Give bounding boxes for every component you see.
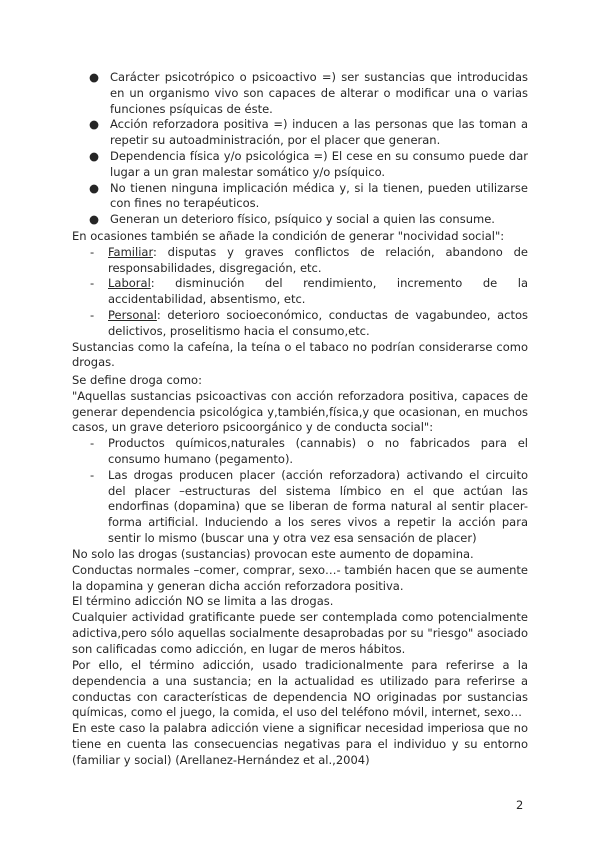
bullet-item: ● Carácter psicotrópico o psicoactivo =) ser sustancias que introducidas en un organismo vivo son capaces de alterar o modificar una o varias funciones psíquicas de éste. xyxy=(88,70,528,116)
bullet-item: ● No tienen ninguna implicación médica y, si la tienen, pueden utilizarse con fines no terapéuticos. xyxy=(88,180,528,211)
dopamina-line: Cualquier actividad gratificante puede ser contemplada como potencialmente adictiva,pero sólo aquellas socialmente desaprobadas por su "riesgo" asociado son calificadas como adicción, en lugar de meros hábitos. xyxy=(72,610,528,656)
definicion-list xyxy=(72,436,528,547)
nocividad-item: - Laboral: disminución del rendimiento, incremento de la accidentabilidad, absentismo, etc. xyxy=(90,276,528,307)
definicion-section xyxy=(72,373,528,547)
bullet-item: ● Acción reforzadora positiva =) inducen a las personas que las toman a repetir su autoadministración, por el placer que generan. xyxy=(88,117,528,148)
term-personal: Personal xyxy=(108,307,157,322)
adiccion-section xyxy=(72,658,528,769)
dash-marker: - xyxy=(90,436,95,451)
bullet-list xyxy=(84,70,528,228)
dopamina-section xyxy=(72,547,528,658)
nocividad-list xyxy=(72,245,528,340)
definicion-intro: Se define droga como: xyxy=(72,373,202,387)
bullet-item: ● Generan un deterioro físico, psíquico y social a quien las consume. xyxy=(88,212,495,227)
term-familiar: Familiar xyxy=(108,244,153,259)
dopamina-line: Conductas normales –comer, comprar, sexo…- también hacen que se aumente la dopamina y generan dicha acción reforzadora positiva. xyxy=(72,562,528,593)
nocividad-closing: Sustancias como la cafeína, la teína o el tabaco no podrían considerarse como drogas. xyxy=(72,339,528,370)
nocividad-item: - Personal: deterioro socioeconómico, conductas de vagabundeo, actos delictivos, proselitismo hacia el consumo,etc. xyxy=(90,307,528,338)
nocividad-item: - Familiar: disputas y graves conflictos de relación, abandono de responsabilidades, disgregación, etc. xyxy=(90,244,528,275)
dash-marker: - xyxy=(90,467,95,482)
definicion-item: - Las drogas producen placer (acción reforzadora) activando el circuito del placer –estructuras del sistema límbico en el que actúan las endorfinas (dopamina) que se liberan de forma natural al sentir placer-forma artificial. Induciendo a los seres vivos a repetir la acción para sentir lo mismo (buscar una y otra vez esa sensación de placer) xyxy=(90,467,528,545)
dopamina-line: El término adicción NO se limita a las drogas. xyxy=(72,594,334,609)
nocividad-intro: En ocasiones también se añade la condición de generar "nocividad social": xyxy=(72,229,505,243)
term-laboral: Laboral xyxy=(108,276,151,291)
adiccion-paragraph-1: Por ello, el término adicción, usado tradicionalmente para referirse a la dependencia a una sustancia; en la actualidad es utilizado para referirse a conductas con características de dependencia NO originadas por sustancias químicas, como el juego, la comida, el uso del teléfono móvil, internet, sexo… xyxy=(72,658,528,720)
adiccion-paragraph-2: En este caso la palabra adicción viene a significar necesidad imperiosa que no tiene en cuenta las consecuencias negativas para el individuo y su entorno (familiar y social) (Arellanez-Hernández et al.,2004) xyxy=(72,721,528,767)
definicion-item: - Productos químicos,naturales (cannabis) o no fabricados para el consumo humano (pegamento). xyxy=(90,436,528,466)
bullet-item: ● Dependencia física y/o psicológica =) El cese en su consumo puede dar lugar a un gran malestar somático y/o psíquico. xyxy=(88,148,528,179)
definicion-quote: "Aquellas sustancias psicoactivas con acción reforzadora positiva, capaces de generar dependencia psicológica y,también,física,y que ocasionan, en muchos casos, un grave deterioro psicoorgánico y de conducta social": xyxy=(72,388,528,435)
page-number: 2 xyxy=(516,798,524,812)
nocividad-section xyxy=(72,229,528,371)
dopamina-line: No solo las drogas (sustancias) provocan este aumento de dopamina. xyxy=(72,547,474,561)
